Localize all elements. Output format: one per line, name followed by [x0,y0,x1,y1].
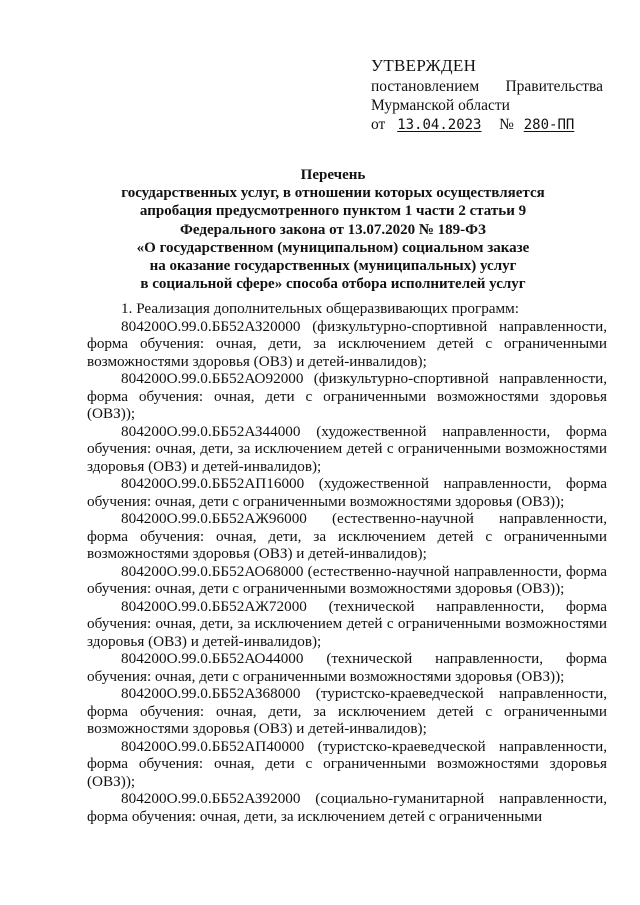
approval-stamp: УТВЕРЖДЕН [371,56,477,75]
service-item: 804200О.99.0.ББ52АЗ68000 (туристско-краеведческой направленности, форма обучения: очная, дети, за исключением детей с ограниченными возможностями здоровья (ОВЗ) и детей-инвалидов); [87,685,607,737]
date-prefix: от [371,116,386,133]
approval-date: 13.04.2023 [397,117,482,133]
title-line: в социальной сфере» способа отбора исполнителей услуг [140,276,526,293]
title-line: государственных услуг, в отношении которых осуществляется [121,185,545,202]
title-line: апробация предусмотренного пунктом 1 части 2 статьи 9 [139,203,527,220]
service-item: 804200О.99.0.ББ52АЖ72000 (технической направленности, форма обучения: очная, дети, за исключением детей с ограниченными возможностями здоровья (ОВЗ) и детей-инвалидов); [87,597,607,650]
service-item: 804200О.99.0.ББ52АО44000 (технической направленности, форма обучения: очная, дети с ограниченными возможностями здоровья (ОВЗ)); [87,650,607,685]
service-item: 804200О.99.0.ББ52АО92000 (физкультурно-спортивной направленности, форма обучения: очная, дети с ограниченными возможностями здоровья (ОВЗ)); [87,370,607,422]
service-item: 804200О.99.0.ББ52АЗ92000 (социально-гуманитарной направленности, форма обучения: очная, дети, за исключением детей с ограниченными [87,790,607,825]
approval-line-2: Мурманской области [371,97,510,114]
title-line: «О государственном (муниципальном) социальном заказе [136,239,530,256]
service-item: 804200О.99.0.ББ52АЗ20000 (физкультурно-спортивной направленности, форма обучения: очная, дети, за исключением детей с ограниченными возможностями здоровья (ОВЗ) и детей-инвалидов); [87,317,607,370]
title-line: на оказание государственных (муниципальных) услуг [149,258,517,275]
approval-number: 280-ПП [523,117,575,133]
approval-block [371,56,603,135]
document-title [96,166,570,293]
document-body [87,300,607,825]
service-item: 804200О.99.0.ББ52АП40000 (туристско-краеведческой направленности, форма обучения: очная, дети с ограниченными возможностями здоровья (ОВЗ)); [87,737,607,790]
section-heading: 1. Реализация дополнительных общеразвивающих программ: [121,300,519,317]
approval-line-1: постановлением Правительства [371,78,603,95]
title-line: Перечень [300,167,366,183]
service-item: 804200О.99.0.ББ52АО68000 (естественно-научной направленности, форма обучения: очная, дети с ограниченными возможностями здоровья (ОВЗ)); [87,562,607,597]
service-item: 804200О.99.0.ББ52АЗ44000 (художественной направленности, форма обучения: очная, дети, за исключением детей с ограниченными возможностями здоровья (ОВЗ) и детей-инвалидов); [87,422,607,475]
number-prefix: № [499,116,514,133]
service-item: 804200О.99.0.ББ52АЖ96000 (естественно-научной направленности, форма обучения: очная, дети, за исключением детей с ограниченными возможностями здоровья (ОВЗ) и детей-инвалидов); [87,510,607,562]
title-line: Федерального закона от 13.07.2020 № 189-ФЗ [180,221,486,238]
service-item: 804200О.99.0.ББ52АП16000 (художественной направленности, форма обучения: очная, дети с ограниченными возможностями здоровья (ОВЗ)); [87,475,607,510]
approval-date-line [371,115,603,135]
